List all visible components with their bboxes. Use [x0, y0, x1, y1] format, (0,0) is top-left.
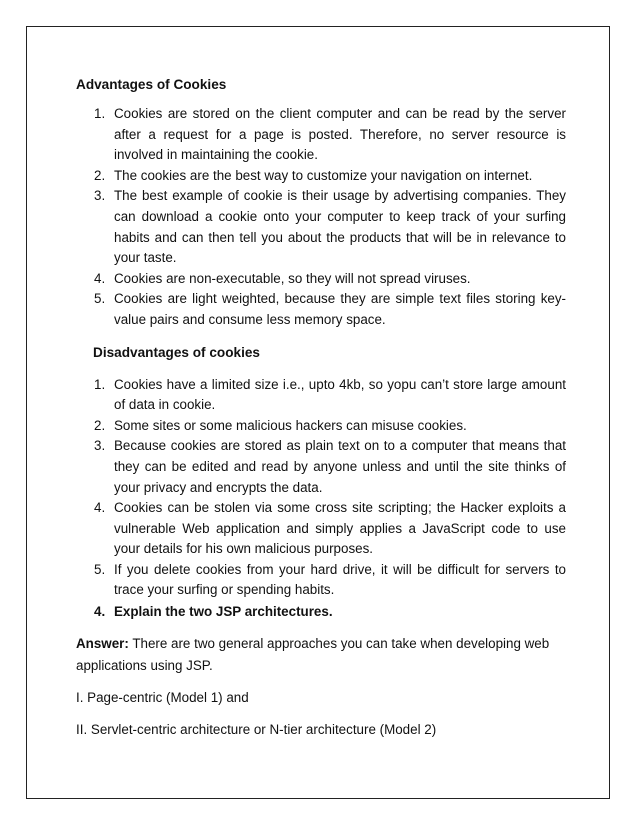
list-item-text: The best example of cookie is their usage by advertising companies. They can download a cookie onto your computer to keep track of your surfing habits and can then tell you about the products that will be in relevance to your taste.: [114, 188, 566, 266]
list-item-text: Cookies can be stolen via some cross site scripting; the Hacker exploits a vulnerable Web application and simply applies a JavaScript code to use your details for his own malicious purposes.: [114, 500, 566, 557]
list-item-text: Cookies have a limited size i.e., upto 4kb, so yopu can’t store large amount of data in cookie.: [114, 376, 566, 413]
advantages-heading: Advantages of Cookies: [76, 77, 227, 92]
list-item-text: If you delete cookies from your hard drive, it will be difficult for servers to trace your surfing or spending habits.: [114, 561, 566, 598]
list-item-number: 1.: [94, 376, 106, 392]
list-item-text: Some sites or some malicious hackers can misuse cookies.: [114, 417, 467, 433]
question-text: Explain the two JSP architectures.: [114, 604, 333, 620]
list-item-text: The cookies are the best way to customize your navigation on internet.: [114, 167, 533, 183]
document-body: [76, 75, 566, 741]
list-item: [76, 289, 566, 330]
list-item-text: Because cookies are stored as plain text on to a computer that means that they can be edited and read by anyone unless and until the site thinks of your privacy and encrypts the data.: [114, 438, 566, 495]
list-item: [76, 416, 566, 437]
list-item: [76, 269, 566, 290]
list-item: [76, 186, 566, 268]
question-heading: [76, 602, 566, 623]
disadvantages-heading: Disadvantages of cookies: [93, 344, 260, 360]
answer-label: Answer:: [76, 635, 129, 651]
list-item: [76, 166, 566, 187]
list-item-number: 4.: [94, 270, 106, 286]
list-item-number: 5.: [94, 561, 106, 577]
list-item: [76, 436, 566, 498]
list-item-number: 3.: [94, 188, 106, 204]
model-1-line: I. Page-centric (Model 1) and: [76, 689, 249, 705]
disadvantages-list: [76, 375, 566, 602]
list-item-number: 3.: [94, 438, 106, 454]
list-item-text: Cookies are light weighted, because they are simple text files storing key-value pairs and consume less memory space.: [114, 291, 566, 327]
list-item-number: 1.: [94, 106, 106, 121]
list-item-text: Cookies are non-executable, so they will not spread viruses.: [114, 270, 471, 286]
answer-text: There are two general approaches you can take when developing web applications using JSP.: [76, 635, 550, 673]
list-item-number: 5.: [94, 291, 106, 307]
advantages-list: [76, 104, 566, 331]
question-number: 4.: [94, 604, 106, 620]
list-item: [76, 560, 566, 601]
list-item-text: Cookies are stored on the client computer and can be read by the server after a request for a page is posted. Therefore, no server resource is involved in maintaining the cookie.: [114, 106, 566, 163]
list-item: [76, 104, 566, 166]
list-item: [76, 498, 566, 560]
list-item-number: 2.: [94, 417, 106, 433]
list-item-number: 4.: [94, 500, 106, 516]
answer-paragraph: [76, 633, 566, 677]
model-2-line: II. Servlet-centric architecture or N-tier architecture (Model 2): [76, 721, 437, 737]
list-item: [76, 375, 566, 416]
list-item-number: 2.: [94, 167, 106, 183]
